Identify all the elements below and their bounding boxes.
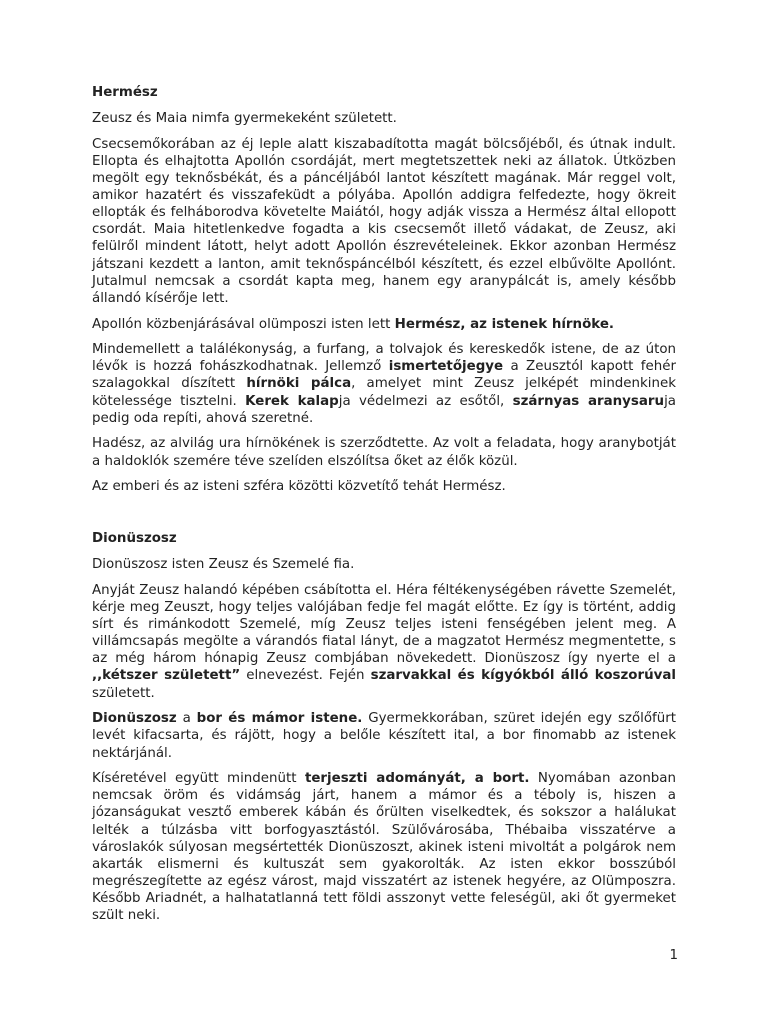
text-run: ja védelmezi az esőtől,: [338, 393, 513, 409]
section-title-dionysus: Dionüszosz: [92, 531, 177, 547]
bold-run: bor és mámor istene.: [196, 711, 363, 727]
bold-run: szárnyas aranysaru: [512, 393, 665, 409]
section-spacer: [92, 504, 676, 530]
document-body: [92, 84, 676, 933]
text-run: a: [176, 711, 197, 727]
text-run: Mindemellett a találékonyság, a furfang, a tolvajok és kereskedők istene, de az úton lévők is hozzá fohászkodhatnak. Jellemző: [92, 342, 676, 375]
bold-run: szarvakkal és kígyókból álló koszorúval: [370, 668, 676, 684]
hermes-paragraph-6: Az emberi és az isteni szféra közötti közvetítő tehát Hermész.: [92, 479, 506, 495]
dionysus-paragraph-2: [92, 582, 676, 702]
hermes-paragraph-1: Zeusz és Maia nimfa gyermekeként született.: [92, 111, 397, 127]
page-number: 1: [669, 948, 678, 963]
hermes-paragraph-2: Csecsemőkorában az éj leple alatt kiszabadította magát bölcsőjéből, és útnak indult. Ellopta és elhajtotta Apollón csordáját, mert megtetszettek neki az állatok. Útközben megölt egy teknősbékát, és a páncéljából lantot készített magának. Már reggel volt, amikor hazatért és visszafeküdt a pólyába. Apollón addigra felfedezte, hogy ökreit ellopták és felháborodva követelte Maiától, hogy adják vissza a Hermész által ellopott csordát. Maia hitetlenkedve fogadta a kis csecsemőt illető vádakat, de Zeusz, aki felülről mindent látott, helyt adott Apollón észrevételeinek. Ekkor azonban Hermész játszani kezdett a lanton, amit teknőspáncélból készített, és ezzel elbűvölte Apollónt. Jutalmul nemcsak a csordát kapta meg, hanem egy aranypálcát is, amely később állandó kísérője lett.: [92, 136, 676, 306]
text-run: Kíséretével együtt mindenütt: [92, 771, 305, 787]
text-run: ja pedig oda repíti, ahová szeretné.: [92, 393, 676, 426]
bold-run: Hermész, az istenek hírnöke.: [394, 316, 614, 332]
text-run: Apollón közbenjárásával olümposzi isten lett: [92, 316, 395, 332]
text-run: született.: [92, 685, 155, 701]
hermes-paragraph-4: [92, 341, 676, 426]
text-run: elnevezést. Fején: [240, 668, 371, 684]
dionysus-paragraph-3: [92, 710, 676, 761]
bold-run: ismertetőjegye: [388, 359, 504, 375]
text-run: , amelyet mint Zeusz jelképét mindenkinek kötelessége tisztelni.: [92, 376, 676, 409]
text-run: Anyját Zeusz halandó képében csábította el. Héra féltékenységében rávette Szemelét, kérje meg Zeuszt, hogy teljes valójában fedje fel magát előtte. Ez így is történt, addig sírt és rimánkodott Szemelé, míg Zeusz teljes isteni fenségében jelent meg. A villámcsapás megölte a várandós fiatal lányt, de a magzatot Hermész megmentette, s az még három hónapig Zeusz combjában növekedett. Dionüszosz így nyerte el a: [92, 582, 676, 667]
bold-run: terjeszti adományát, a bort.: [304, 771, 530, 787]
bold-run: ,,kétszer született”: [92, 668, 241, 684]
hermes-paragraph-5: Hadész, az alvilág ura hírnökének is szerződtette. Az volt a feladata, hogy aranybotját a haldoklók szemére téve szelíden elszólítsa őket az élők közül.: [92, 436, 676, 469]
section-title-hermes: Hermész: [92, 85, 158, 100]
text-run: Gyermekkorában, szüret idején egy szőlőfürt levét kifacsarta, és rájött, hogy a belőle készített ital, a bor finomabb az istenek nektárjánál.: [92, 711, 677, 761]
hermes-paragraph-3: [92, 316, 676, 333]
dionysus-paragraph-1: Dionüszosz isten Zeusz és Szemelé fia.: [92, 557, 355, 573]
bold-run: hírnöki pálca: [246, 376, 352, 392]
bold-run: Dionüszosz: [92, 711, 177, 727]
text-run: a Zeusztól kapott fehér szalagokkal díszített: [92, 359, 676, 392]
dionysus-paragraph-4: [92, 770, 676, 924]
bold-run: Kerek kalap: [245, 393, 339, 409]
text-run: Nyomában azonban nemcsak öröm és vidámság járt, hanem a mámor és a téboly is, hiszen a józanságukat vesztő emberek kábán és őrülten viselkedtek, és sokszor a halálukat lelték a túlzásba vitt borfogyasztástól. Szülővárosába, Thébaiba visszatérve a városlakók súlyosan megsértették Dionüszoszt, akinek isteni mivoltát a polgárok nem akarták elismerni és kultuszát sem gyakorolták. Az isten ekkor bosszúból megrészegítette az egész várost, majd visszatért az istenek hegyére, az Olümposzra. Később Ariadnét, a halhatatlanná tett földi asszonyt vette feleségül, aki őt gyermeket szült neki.: [92, 771, 677, 924]
